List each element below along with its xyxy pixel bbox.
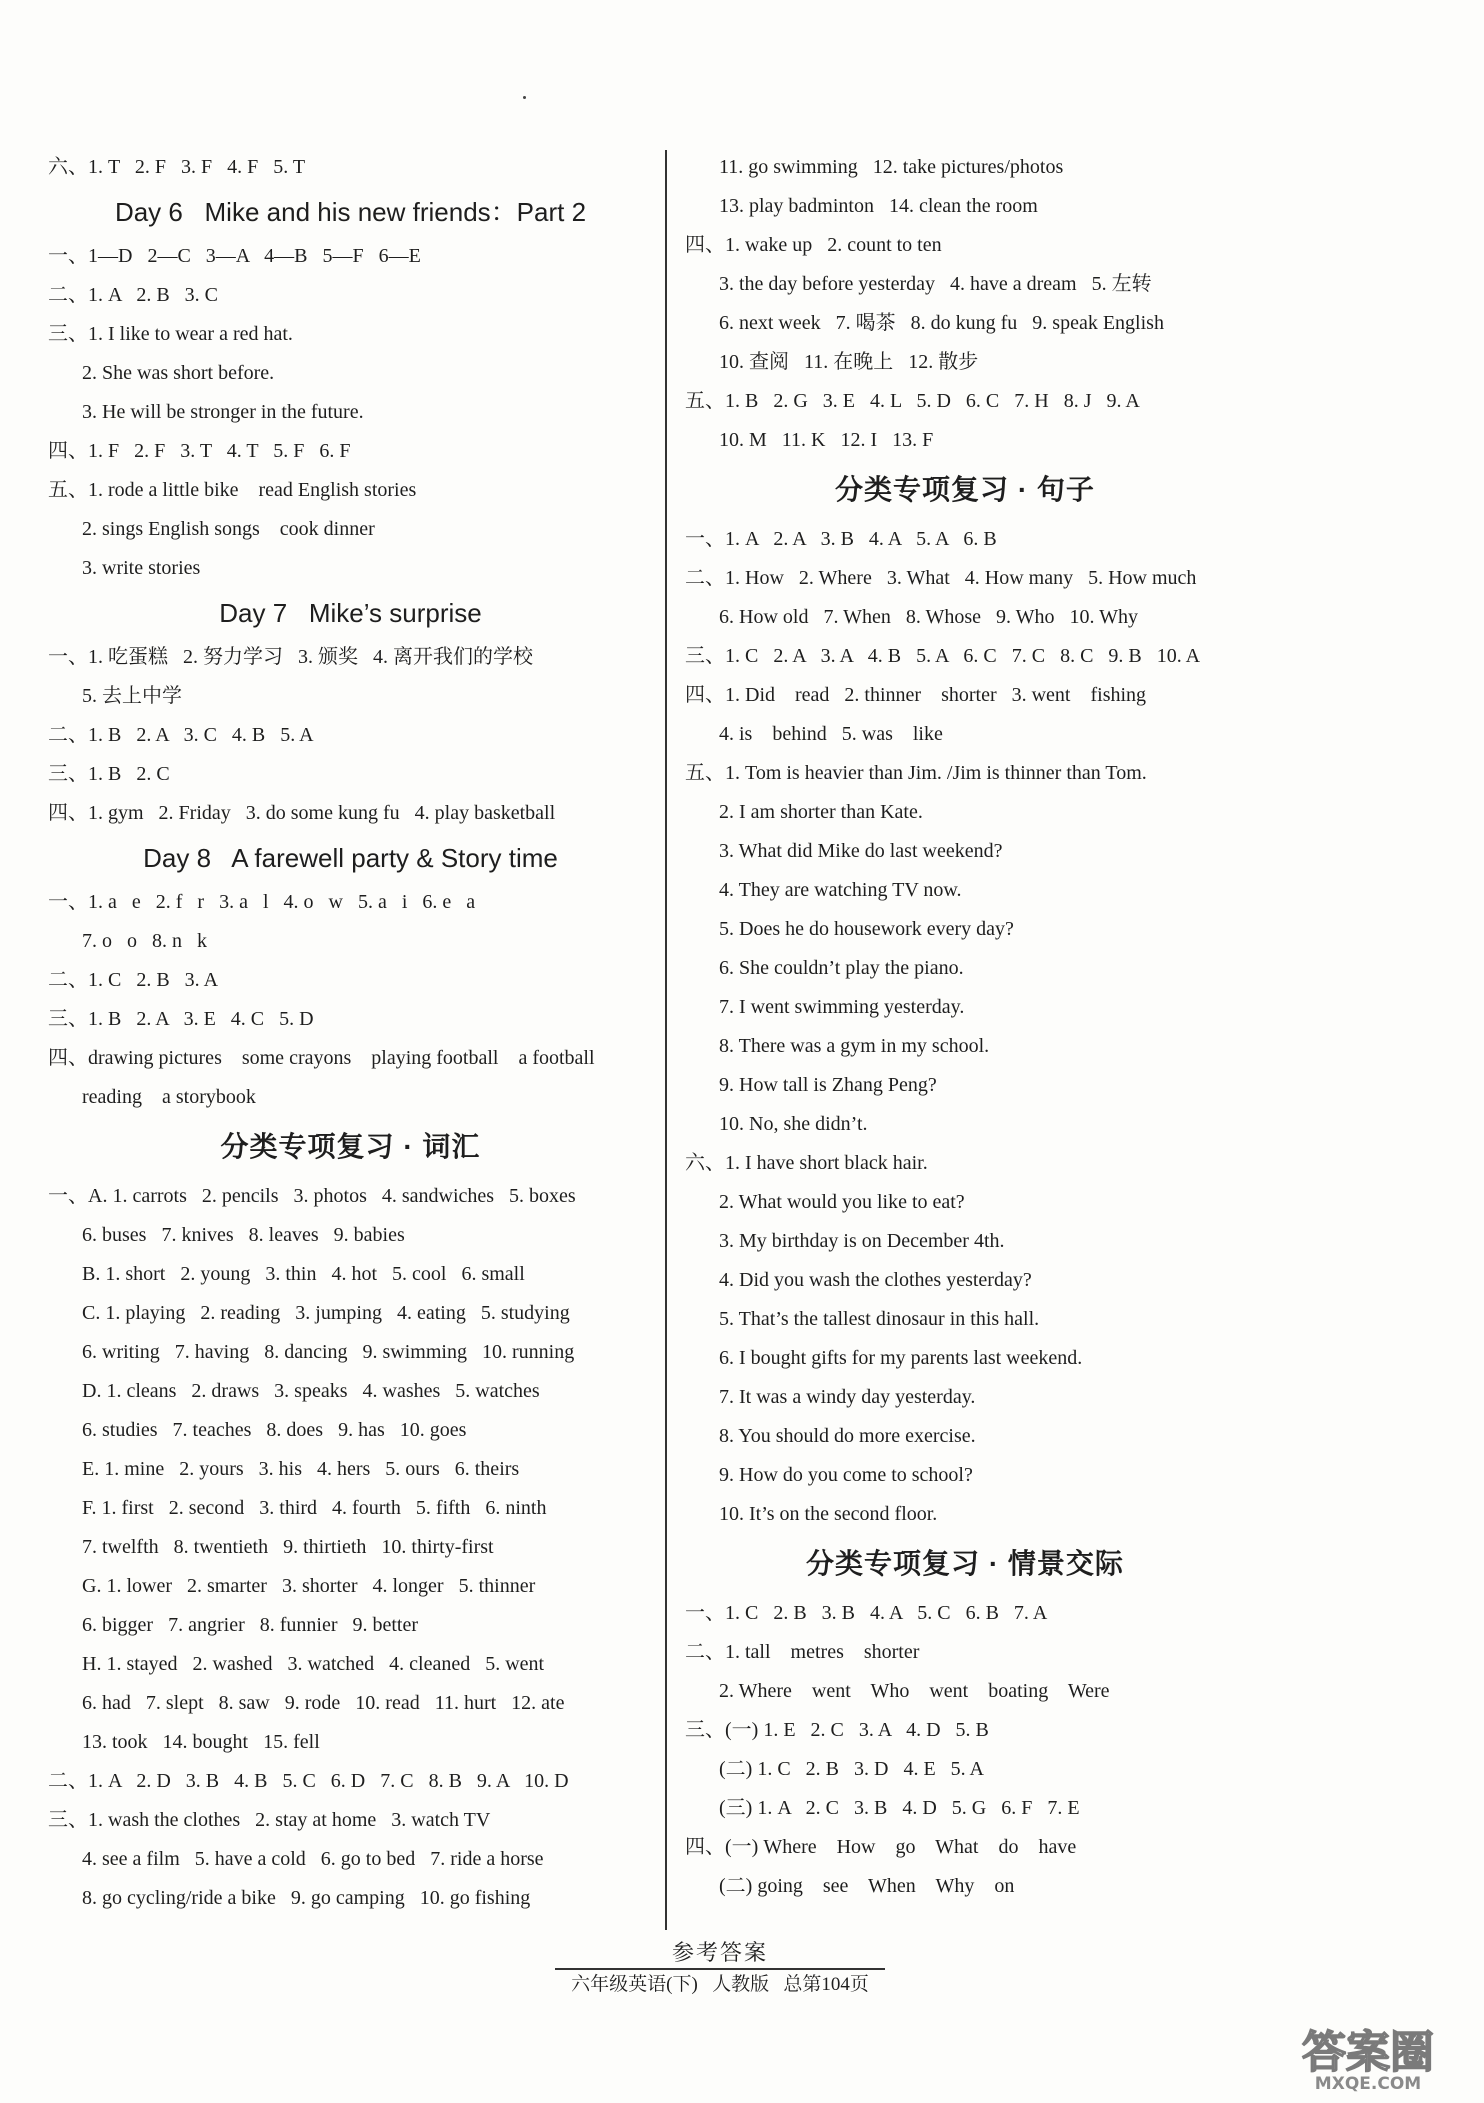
answer-line: 6. buses 7. knives 8. leaves 9. babies	[82, 1224, 405, 1246]
answer-line: G. 1. lower 2. smarter 3. shorter 4. longer 5. thinner	[82, 1575, 536, 1597]
answer-line: D. 1. cleans 2. draws 3. speaks 4. washes 5. watches	[82, 1380, 540, 1402]
answer-line: 10. 查阅 11. 在晚上 12. 散步	[719, 351, 979, 373]
answer-line: 三、1. B 2. C	[48, 763, 170, 785]
answer-line: H. 1. stayed 2. washed 3. watched 4. cleaned 5. went	[82, 1653, 545, 1675]
answer-line: 三、1. B 2. A 3. E 4. C 5. D	[48, 1008, 314, 1030]
answer-line: 三、1. C 2. A 3. A 4. B 5. A 6. C 7. C 8. C 9. B 10. A	[685, 645, 1201, 667]
answer-line: 2. She was short before.	[82, 362, 275, 384]
answer-line: 四、1. gym 2. Friday 3. do some kung fu 4. play basketball	[48, 802, 556, 824]
answer-line: 五、1. B 2. G 3. E 4. L 5. D 6. C 7. H 8. J 9. A	[685, 390, 1140, 412]
answer-line: (三) 1. A 2. C 3. B 4. D 5. G 6. F 7. E	[719, 1797, 1080, 1819]
answer-line: 2. I am shorter than Kate.	[719, 801, 923, 823]
answer-line: 9. How do you come to school?	[719, 1464, 973, 1486]
answer-line: 三、1. I like to wear a red hat.	[48, 323, 293, 345]
answer-line: 4. Did you wash the clothes yesterday?	[719, 1269, 1032, 1291]
answer-line: 6. bigger 7. angrier 8. funnier 9. better	[82, 1614, 419, 1636]
answer-line: B. 1. short 2. young 3. thin 4. hot 5. cool 6. small	[82, 1263, 525, 1285]
answer-line: 一、1. a e 2. f r 3. a l 4. o w 5. a i 6. e a	[48, 891, 476, 913]
answer-line: 六、1. T 2. F 3. F 4. F 5. T	[48, 156, 306, 178]
answer-line: 五、1. rode a little bike read English stories	[48, 479, 417, 501]
answer-line: 11. go swimming 12. take pictures/photos	[719, 156, 1064, 178]
answer-line: 4. They are watching TV now.	[719, 879, 962, 901]
answer-line: (二) going see When Why on	[719, 1875, 1015, 1897]
answer-line: 6. writing 7. having 8. dancing 9. swimming 10. running	[82, 1341, 575, 1363]
answer-line: 3. write stories	[82, 557, 201, 579]
answer-line: 二、1. tall metres shorter	[685, 1641, 920, 1663]
answer-line: 7. It was a windy day yesterday.	[719, 1386, 976, 1408]
section-heading: Day 6 Mike and his new friends：Part 2	[114, 197, 587, 227]
answer-line: 一、1. C 2. B 3. B 4. A 5. C 6. B 7. A	[685, 1602, 1048, 1624]
answer-line: 8. There was a gym in my school.	[719, 1035, 990, 1057]
answer-line: 一、1—D 2—C 3—A 4—B 5—F 6—E	[48, 245, 421, 267]
answer-line: 8. You should do more exercise.	[719, 1425, 976, 1447]
answer-line: 13. play badminton 14. clean the room	[719, 195, 1038, 217]
answer-line: 一、1. A 2. A 3. B 4. A 5. A 6. B	[685, 528, 997, 550]
answer-line: C. 1. playing 2. reading 3. jumping 4. eating 5. studying	[82, 1302, 570, 1324]
page-footer	[555, 1940, 885, 1997]
answer-line: 2. What would you like to eat?	[719, 1191, 965, 1213]
scan-speck	[523, 96, 526, 99]
answer-line: 四、1. wake up 2. count to ten	[685, 234, 942, 256]
answer-line: 四、(一) Where How go What do have	[685, 1836, 1077, 1858]
answer-line: 二、1. C 2. B 3. A	[48, 969, 219, 991]
answer-line: 二、1. How 2. Where 3. What 4. How many 5. How much	[685, 567, 1197, 589]
answer-line: 10. No, she didn’t.	[719, 1113, 868, 1135]
right-column	[685, 148, 1245, 1906]
watermark-logo	[1268, 2025, 1468, 2095]
answer-line: 六、1. I have short black hair.	[685, 1152, 928, 1174]
watermark-big-text: 答案圈	[1302, 2027, 1434, 2078]
footer-title: 参考答案	[671, 1940, 768, 1965]
answer-line: reading a storybook	[82, 1086, 256, 1108]
answer-line: 6. I bought gifts for my parents last weekend.	[719, 1347, 1083, 1369]
answer-line: (二) 1. C 2. B 3. D 4. E 5. A	[719, 1758, 984, 1780]
section-heading: Day 8 A farewell party & Story time	[143, 843, 558, 873]
answer-line: F. 1. first 2. second 3. third 4. fourth 5. fifth 6. ninth	[82, 1497, 547, 1519]
answer-line: 三、1. wash the clothes 2. stay at home 3. watch TV	[48, 1809, 491, 1831]
answer-line: 3. What did Mike do last weekend?	[719, 840, 1003, 862]
footer-rule	[555, 1968, 885, 1970]
answer-line: 四、1. F 2. F 3. T 4. T 5. F 6. F	[48, 440, 351, 462]
answer-line: 四、1. Did read 2. thinner shorter 3. went fishing	[685, 684, 1147, 706]
column-divider	[665, 150, 667, 1930]
answer-line: 6. next week 7. 喝茶 8. do kung fu 9. speak English	[719, 312, 1164, 334]
answer-line: 9. How tall is Zhang Peng?	[719, 1074, 937, 1096]
answer-line: 5. That’s the tallest dinosaur in this hall.	[719, 1308, 1040, 1330]
answer-line: 13. took 14. bought 15. fell	[82, 1731, 320, 1753]
answer-line: 7. o o 8. n k	[82, 930, 207, 952]
left-column	[48, 148, 653, 1918]
answer-line: 6. How old 7. When 8. Whose 9. Who 10. Why	[719, 606, 1139, 628]
watermark-small-text: MXQE.COM	[1314, 2074, 1422, 2094]
answer-line: 2. sings English songs cook dinner	[82, 518, 375, 540]
answer-line: 2. Where went Who went boating Were	[719, 1680, 1110, 1702]
answer-line: 10. It’s on the second floor.	[719, 1503, 938, 1525]
answer-line: 6. had 7. slept 8. saw 9. rode 10. read 11. hurt 12. ate	[82, 1692, 565, 1714]
answer-line: 4. see a film 5. have a cold 6. go to bed 7. ride a horse	[82, 1848, 544, 1870]
answer-line: 8. go cycling/ride a bike 9. go camping 10. go fishing	[82, 1887, 531, 1909]
answer-line: 3. He will be stronger in the future.	[82, 401, 364, 423]
footer-subtitle: 六年级英语(下) 人教版 总第104页	[571, 1974, 869, 1995]
answer-line: 二、1. B 2. A 3. C 4. B 5. A	[48, 724, 314, 746]
answer-line: 5. Does he do housework every day?	[719, 918, 1014, 940]
answer-line: 一、1. 吃蛋糕 2. 努力学习 3. 颁奖 4. 离开我们的学校	[48, 646, 533, 668]
section-heading: Day 7 Mike’s surprise	[219, 598, 482, 628]
answer-line: 3. My birthday is on December 4th.	[719, 1230, 1005, 1252]
section-heading: 分类专项复习 · 词汇	[220, 1131, 481, 1162]
answer-line: 10. M 11. K 12. I 13. F	[719, 429, 934, 451]
answer-line: 二、1. A 2. B 3. C	[48, 284, 219, 306]
answer-line: 3. the day before yesterday 4. have a dream 5. 左转	[719, 273, 1152, 295]
answer-line: 三、(一) 1. E 2. C 3. A 4. D 5. B	[685, 1719, 989, 1741]
answer-line: 一、A. 1. carrots 2. pencils 3. photos 4. sandwiches 5. boxes	[48, 1185, 576, 1207]
answer-line: E. 1. mine 2. yours 3. his 4. hers 5. ours 6. theirs	[82, 1458, 520, 1480]
answer-line: 7. I went swimming yesterday.	[719, 996, 965, 1018]
answer-line: 四、drawing pictures some crayons playing football a football	[48, 1047, 595, 1069]
answer-line: 二、1. A 2. D 3. B 4. B 5. C 6. D 7. C 8. B 9. A 10. D	[48, 1770, 569, 1792]
answer-line: 4. is behind 5. was like	[719, 723, 943, 745]
section-heading: 分类专项复习 · 情景交际	[806, 1548, 1124, 1579]
answer-line: 5. 去上中学	[82, 685, 182, 707]
section-heading: 分类专项复习 · 句子	[835, 474, 1095, 505]
answer-line: 五、1. Tom is heavier than Jim. /Jim is thinner than Tom.	[685, 762, 1147, 784]
answer-line: 6. She couldn’t play the piano.	[719, 957, 964, 979]
answer-line: 7. twelfth 8. twentieth 9. thirtieth 10. thirty-first	[82, 1536, 494, 1558]
answer-line: 6. studies 7. teaches 8. does 9. has 10. goes	[82, 1419, 467, 1441]
